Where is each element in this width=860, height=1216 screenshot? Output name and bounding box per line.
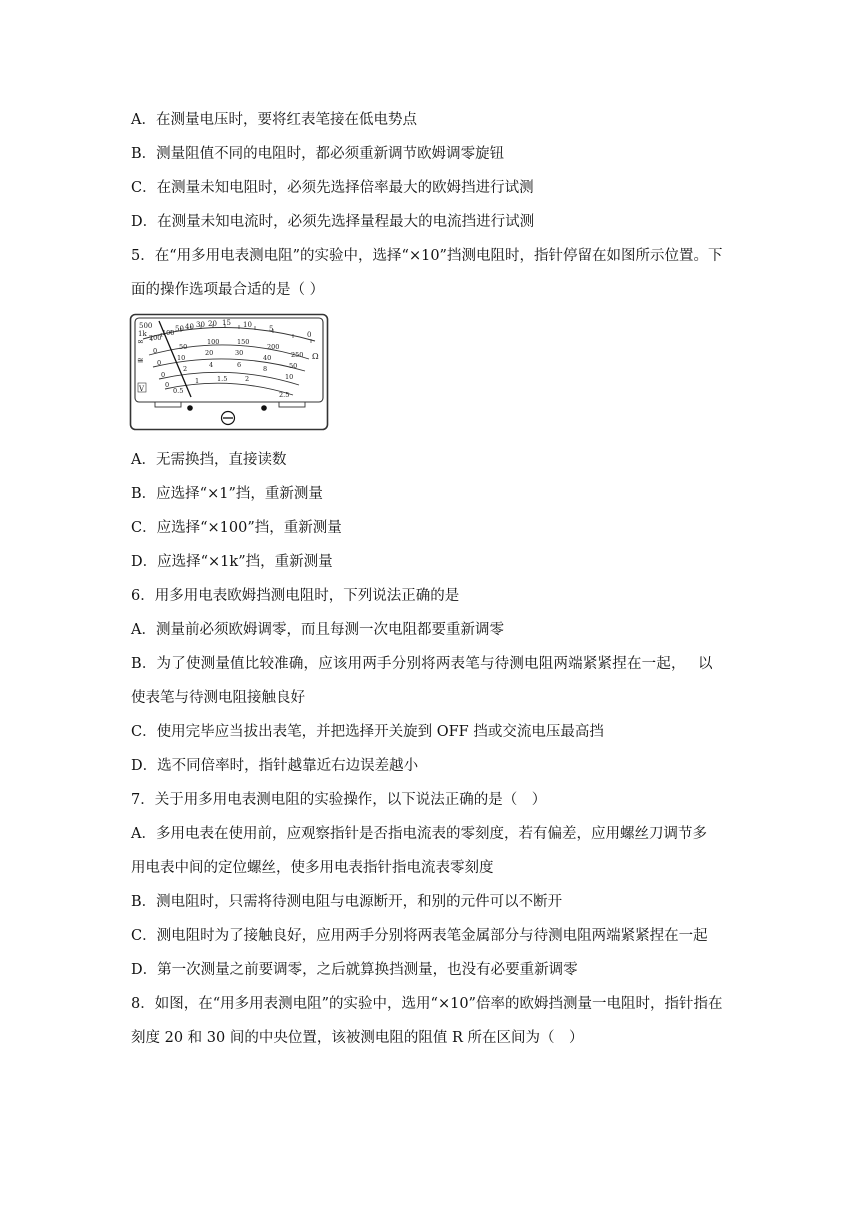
q4-option-d: D．在测量未知电流时，必须先选择量程最大的电流挡进行试测 [131,214,535,230]
dc-low-8: 8 [263,365,268,373]
ohm-label-0: 0 [307,331,312,339]
ohm-label-10: 10 [243,321,252,329]
ohm-unit-symbol: Ω [312,352,319,361]
dc-low-10: 10 [285,373,294,381]
volt-symbol: V [139,385,145,393]
dc-low-6: 6 [237,361,242,369]
ohm-label-15: 15 [222,319,231,327]
q7-option-d: D．第一次测量之前要调零，之后就算换挡测量，也没有必要重新调零 [131,962,578,978]
dc-low-4: 4 [209,361,214,369]
q5-option-a: A．无需换挡，直接读数 [131,452,287,468]
ohm-label-50: 50 [175,325,184,333]
ohm-label-5: 5 [269,325,274,333]
q7-option-a-line-2: 用电表中间的定位螺丝，使多用电表指针指电流表零刻度 [131,860,494,876]
right-screw-dot [261,405,267,411]
q6-stem: 6．用多用电表欧姆挡测电阻时，下列说法正确的是 [131,588,460,604]
q5-option-c: C．应选择“×100”挡，重新测量 [131,520,342,536]
dc-top-150: 150 [237,338,250,346]
dc-top-100: 100 [207,338,220,346]
ohm-label-200: 200 [149,334,162,342]
dc-mid-10: 10 [177,354,186,362]
q6-option-b-line-2: 使表笔与待测电阻接触良好 [131,690,305,706]
q4-option-c: C．在测量未知电阻时，必须先选择倍率最大的欧姆挡进行试测 [131,180,534,196]
dc-top-50: 50 [179,343,188,351]
q6-option-a: A．测量前必须欧姆调零，而且每测一次电阻都要重新调零 [131,622,504,638]
q4-option-a: A．在测量电压时，要将红表笔接在低电势点 [131,112,417,128]
dc-top-250: 250 [291,351,304,359]
ohm-label-infinity: ∞ [137,337,144,346]
ohm-label-30: 30 [196,321,205,329]
q7-option-c: C．测电阻时为了接触良好，应用两手分别将两表笔金属部分与待测电阻两端紧紧捏在一起 [131,928,708,944]
q8-stem-line-2: 刻度 20 和 30 间的中央位置，该被测电阻的阻值 R 所在区间为（ ） [131,1030,584,1046]
q6-option-b-line-1: B．为了使测量值比较准确，应该用两手分别将两表笔与待测电阻两端紧紧捏在一起， 以 [131,656,713,672]
ohm-label-1k: 1k [138,330,147,338]
q6-option-d: D．选不同倍率时，指针越靠近右边误差越小 [131,758,419,774]
dc-mid-0: 0 [157,359,162,367]
q5-stem-line-1: 5．在“用多用电表测电阻”的实验中，选择“×10”挡测电阻时，指针停留在如图所示位置。下 [131,248,723,264]
ohm-label-500: 500 [139,322,153,330]
ac-0-5: 0.5 [173,387,184,395]
dc-ac-symbol: ≅ [137,356,144,365]
ac-2-5: 2.5 [279,391,290,399]
q8-stem-line-1: 8．如图，在“用多用表测电阻”的实验中，选用“×10”倍率的欧姆挡测量一电阻时，指针指在 [131,996,723,1012]
ac-0: 0 [165,381,170,389]
q5-option-b: B．应选择“×1”挡，重新测量 [131,486,323,502]
dc-mid-30: 30 [235,349,244,357]
ohm-label-40: 40 [185,323,194,331]
dc-top-200: 200 [267,343,280,351]
q4-option-b: B．测量阻值不同的电阻时，都必须重新调节欧姆调零旋钮 [131,146,505,162]
q5-stem-line-2: 面的操作选项最合适的是（ ） [131,282,325,298]
left-screw-dot [187,405,193,411]
dc-mid-20: 20 [205,349,214,357]
dc-low-2: 2 [183,365,188,373]
dc-top-0: 0 [153,347,158,355]
ohm-label-100: 100 [162,329,175,337]
q7-option-a-line-1: A．多用电表在使用前，应观察指针是否指电流表的零刻度，若有偏差，应用螺丝刀调节多 [131,826,707,842]
ac-1-5: 1.5 [217,375,228,383]
q7-option-b: B．测电阻时，只需将待测电阻与电源断开，和别的元件可以不断开 [131,894,563,910]
q7-stem: 7．关于用多用电表测电阻的实验操作，以下说法正确的是（ ） [131,792,547,808]
dc-low-0: 0 [161,371,166,379]
q5-option-d: D．应选择“×1k”挡，重新测量 [131,554,333,570]
q6-option-c: C．使用完毕应当拔出表笔，并把选择开关旋到 OFF 挡或交流电压最高挡 [131,724,604,740]
ac-2: 2 [245,375,250,383]
ohm-label-20: 20 [208,320,217,328]
dc-mid-40: 40 [263,354,272,362]
dc-mid-50: 50 [289,362,298,370]
ac-1: 1 [195,377,200,385]
multimeter-figure [129,313,329,431]
